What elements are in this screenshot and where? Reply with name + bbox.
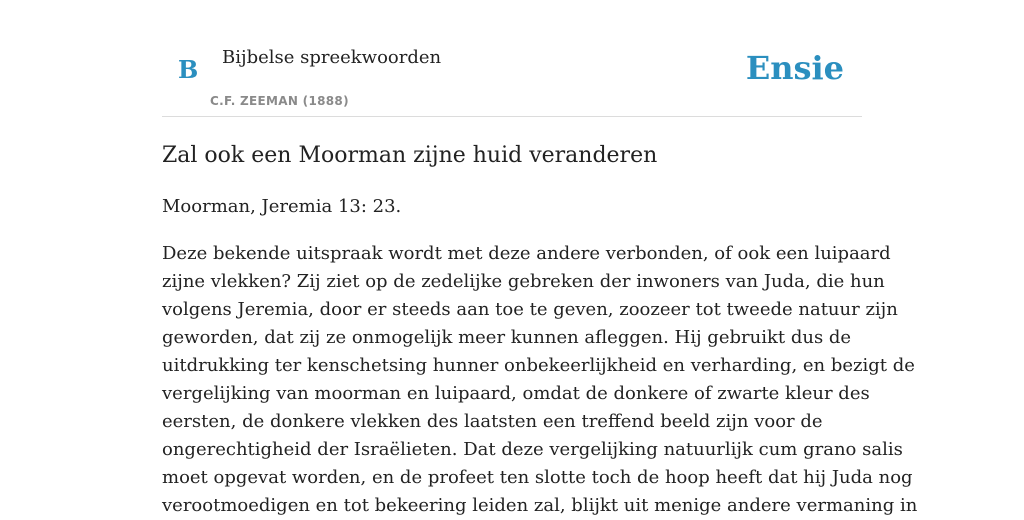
header: [162, 0, 862, 117]
paragraph-line: volgens Jeremia, door er steeds aan toe te geven, zoozeer tot tweede natuur zijn: [162, 299, 898, 320]
book-author: C.F. ZEEMAN (1888): [210, 94, 349, 108]
paragraph-line: Deze bekende uitspraak wordt met deze andere verbonden, of ook een luipaard: [162, 243, 891, 264]
paragraph-line: ongerechtigheid der Israëlieten. Dat deze vergelijking natuurlijk cum grano salis: [162, 439, 903, 460]
entry-title: Zal ook een Moorman zijne huid veranderen: [162, 143, 658, 168]
paragraph-line: zijne vlekken? Zij ziet op de zedelijke gebreken der inwoners van Juda, die hun: [162, 271, 885, 292]
bible-reference: Moorman, Jeremia 13: 23.: [162, 196, 402, 217]
book-title-link[interactable]: Bijbelse spreekwoorden: [222, 47, 442, 68]
article-container: [162, 0, 918, 520]
book-b-icon[interactable]: B: [178, 55, 199, 84]
paragraph-line: eersten, de donkere vlekken des laatsten een treffend beeld zijn voor de: [162, 411, 823, 432]
ensie-logo[interactable]: Ensie: [745, 49, 844, 87]
paragraph-line: moet opgevat worden, en de profeet ten slotte toch de hoop heeft dat hij Juda nog: [162, 467, 913, 488]
entry-paragraph: [162, 240, 918, 520]
paragraph-line: geworden, dat zij ze onmogelijk meer kunnen afleggen. Hij gebruikt dus de: [162, 327, 852, 348]
paragraph-line: vergelijking van moorman en luipaard, omdat de donkere of zwarte kleur des: [162, 383, 870, 404]
paragraph-line: verootmoedigen en tot bekeering leiden zal, blijkt uit menige andere vermaning in: [162, 495, 918, 516]
paragraph-line: uitdrukking ter kenschetsing hunner onbekeerlijkheid en verharding, en bezigt de: [162, 355, 915, 376]
